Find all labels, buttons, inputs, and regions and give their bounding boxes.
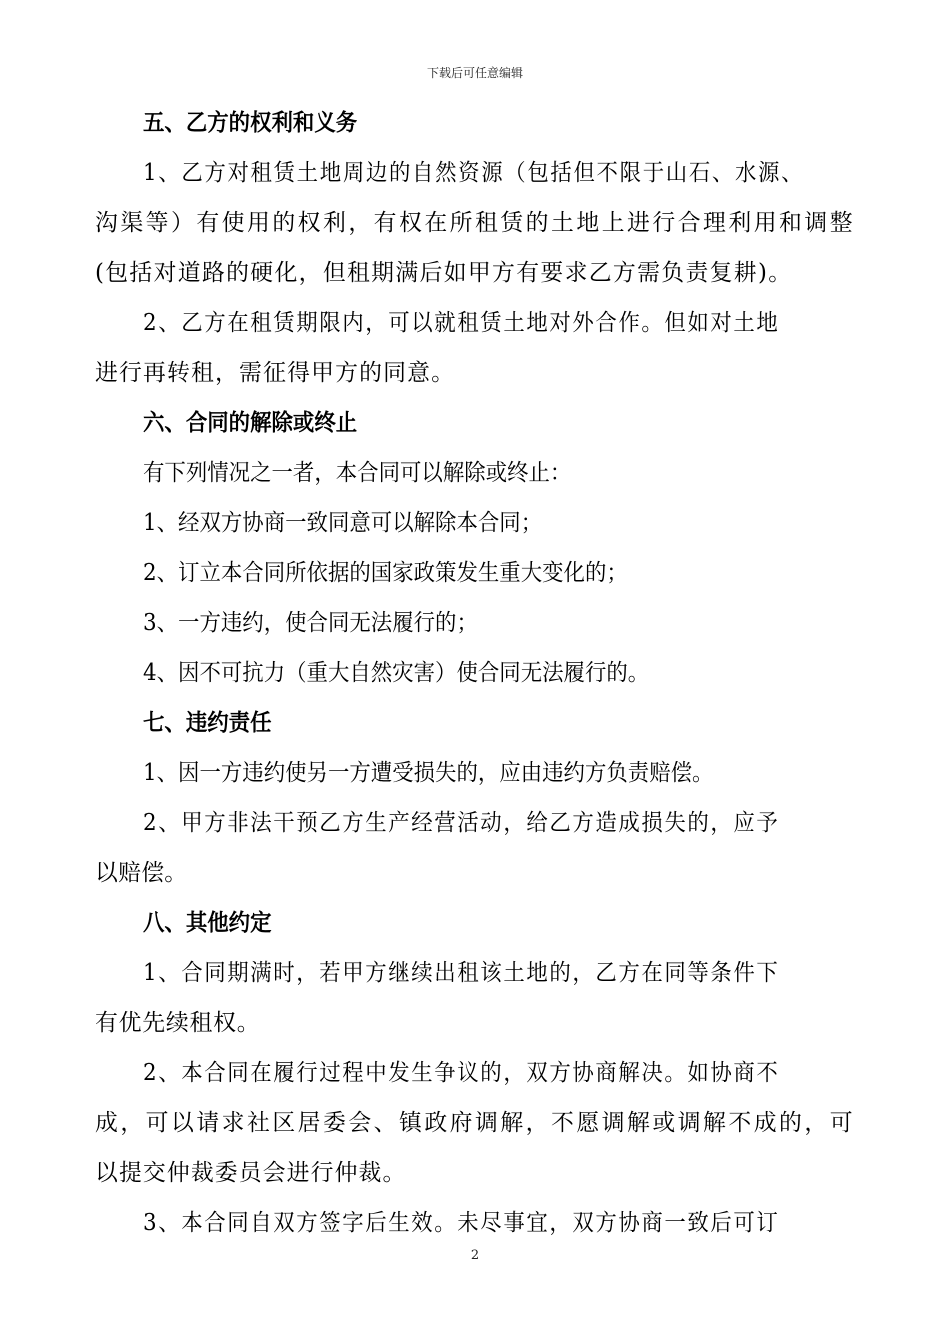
section-heading-7: 七、违约责任 [143, 710, 272, 736]
paragraph-line: 有优先续租权。 [95, 1010, 261, 1036]
paragraph-line: 2、乙方在租赁期限内，可以就租赁土地对外合作。但如对土地 [143, 310, 780, 336]
paragraph-line: 沟渠等）有使用的权利，有权在所租赁的土地上进行合理利用和调整 [95, 210, 856, 236]
paragraph-line: 2、本合同在履行过程中发生争议的，双方协商解决。如协商不 [143, 1060, 780, 1086]
section-heading-5: 五、乙方的权利和义务 [143, 110, 358, 136]
list-item: 2、订立本合同所依据的国家政策发生重大变化的； [143, 560, 628, 586]
paragraph-line: 2、甲方非法干预乙方生产经营活动，给乙方造成损失的，应予 [143, 810, 780, 836]
paragraph-line: 成，可以请求社区居委会、镇政府调解，不愿调解或调解不成的，可 [95, 1110, 856, 1136]
list-item: 4、因不可抗力（重大自然灾害）使合同无法履行的。 [143, 660, 650, 686]
page-header: 下载后可任意编辑 [426, 66, 523, 80]
paragraph-line: 有下列情况之一者，本合同可以解除或终止： [143, 460, 572, 486]
paragraph-line: 1、因一方违约使另一方遭受损失的，应由违约方负责赔偿。 [143, 760, 714, 786]
paragraph-line: 进行再转租，需征得甲方的同意。 [95, 360, 456, 386]
paragraph-line: 1、乙方对租赁土地周边的自然资源（包括但不限于山石、水源、 [143, 160, 805, 186]
paragraph-line: (包括对道路的硬化，但租期满后如甲方有要求乙方需负责复耕)。 [95, 260, 793, 286]
page-number: 2 [470, 1248, 480, 1263]
paragraph-line: 以提交仲裁委员会进行仲裁。 [95, 1160, 407, 1186]
section-heading-6: 六、合同的解除或终止 [143, 410, 358, 436]
section-heading-8: 八、其他约定 [143, 910, 272, 936]
list-item: 3、一方违约，使合同无法履行的； [143, 610, 478, 636]
paragraph-line: 1、合同期满时，若甲方继续出租该土地的，乙方在同等条件下 [143, 960, 780, 986]
paragraph-line: 以赔偿。 [95, 860, 188, 886]
list-item: 1、经双方协商一致同意可以解除本合同； [143, 510, 543, 536]
paragraph-line: 3、本合同自双方签字后生效。未尽事宜，双方协商一致后可订 [143, 1210, 780, 1236]
